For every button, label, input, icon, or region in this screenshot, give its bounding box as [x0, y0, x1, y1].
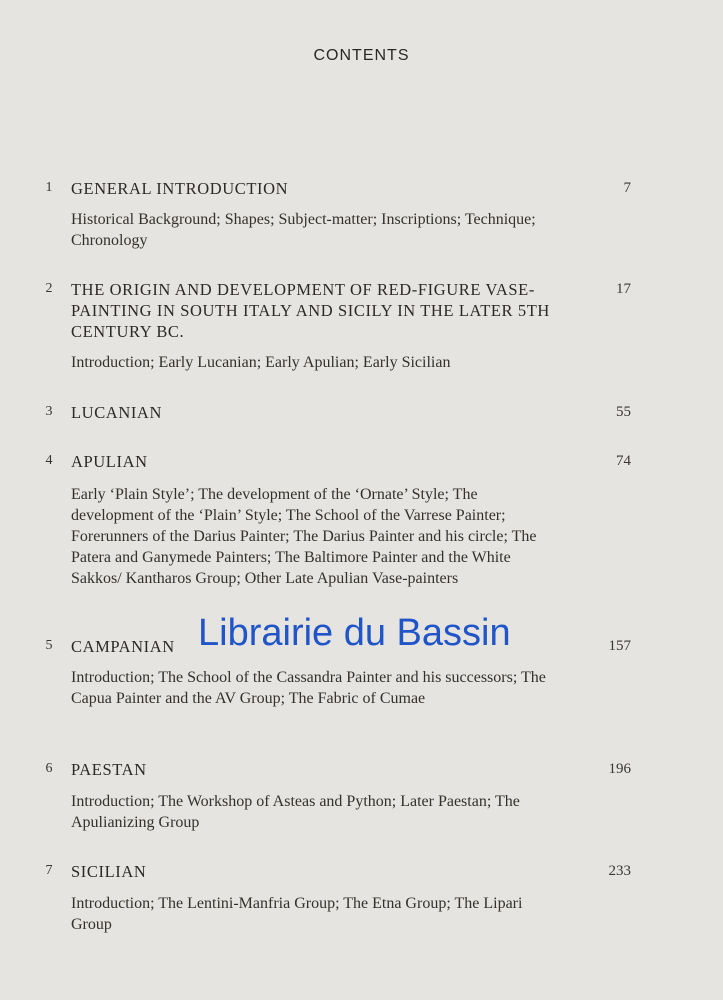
page-number: 196	[608, 761, 631, 777]
chapter-title: CAMPANIAN	[71, 637, 175, 656]
chapter-number: 4	[45, 453, 53, 468]
chapter-summary: Introduction; The Workshop of Asteas and Python; Later Paestan; The Apulianizing Group	[71, 793, 520, 831]
chapter-number: 1	[45, 180, 53, 195]
chapter-number: 2	[45, 281, 53, 296]
chapter-title: SICILIAN	[71, 862, 147, 881]
page-title: CONTENTS	[313, 47, 410, 64]
chapter-number: 7	[45, 863, 53, 878]
chapter-number: 3	[45, 404, 53, 419]
chapter-title: PAESTAN	[71, 760, 147, 779]
chapter-number: 5	[45, 638, 53, 653]
page-number: 55	[616, 404, 631, 420]
chapter-title: GENERAL INTRODUCTION	[71, 179, 289, 198]
page-number: 233	[608, 863, 631, 879]
chapter-title: APULIAN	[71, 452, 148, 471]
chapter-summary: Introduction; The School of the Cassandra Painter and his successors; The Capua Painter and the AV Group; The Fabric of Cumae	[71, 669, 546, 707]
chapter-summary: Early ‘Plain Style’; The development of the ‘Ornate’ Style; The development of the ‘Plain’ Style; The School of the Varrese Painter; Forerunners of the Darius Painter; The Darius Painter and his circle; The Patera and Ganymede Painters; The Baltimore Painter and the White Sakkos/ Kantharos Group; Other Late Apulian Vase-painters	[71, 486, 537, 587]
chapter-number: 6	[45, 761, 53, 776]
page-number: 157	[608, 638, 631, 654]
watermark: Librairie du Bassin	[198, 612, 511, 654]
page-number: 74	[616, 453, 631, 469]
chapter-summary: Historical Background; Shapes; Subject-matter; Inscriptions; Technique; Chronology	[71, 211, 536, 249]
chapter-title: LUCANIAN	[71, 403, 162, 422]
page-number: 7	[623, 180, 631, 196]
chapter-summary: Introduction; The Lentini-Manfria Group; The Etna Group; The Lipari Group	[71, 895, 523, 933]
chapter-summary: Introduction; Early Lucanian; Early Apulian; Early Sicilian	[71, 354, 451, 371]
page-number: 17	[616, 281, 631, 297]
chapter-title: THE ORIGIN AND DEVELOPMENT OF RED-FIGURE VASE-PAINTING IN SOUTH ITALY AND SICILY IN THE LATER 5TH CENTURY BC.	[71, 280, 550, 341]
